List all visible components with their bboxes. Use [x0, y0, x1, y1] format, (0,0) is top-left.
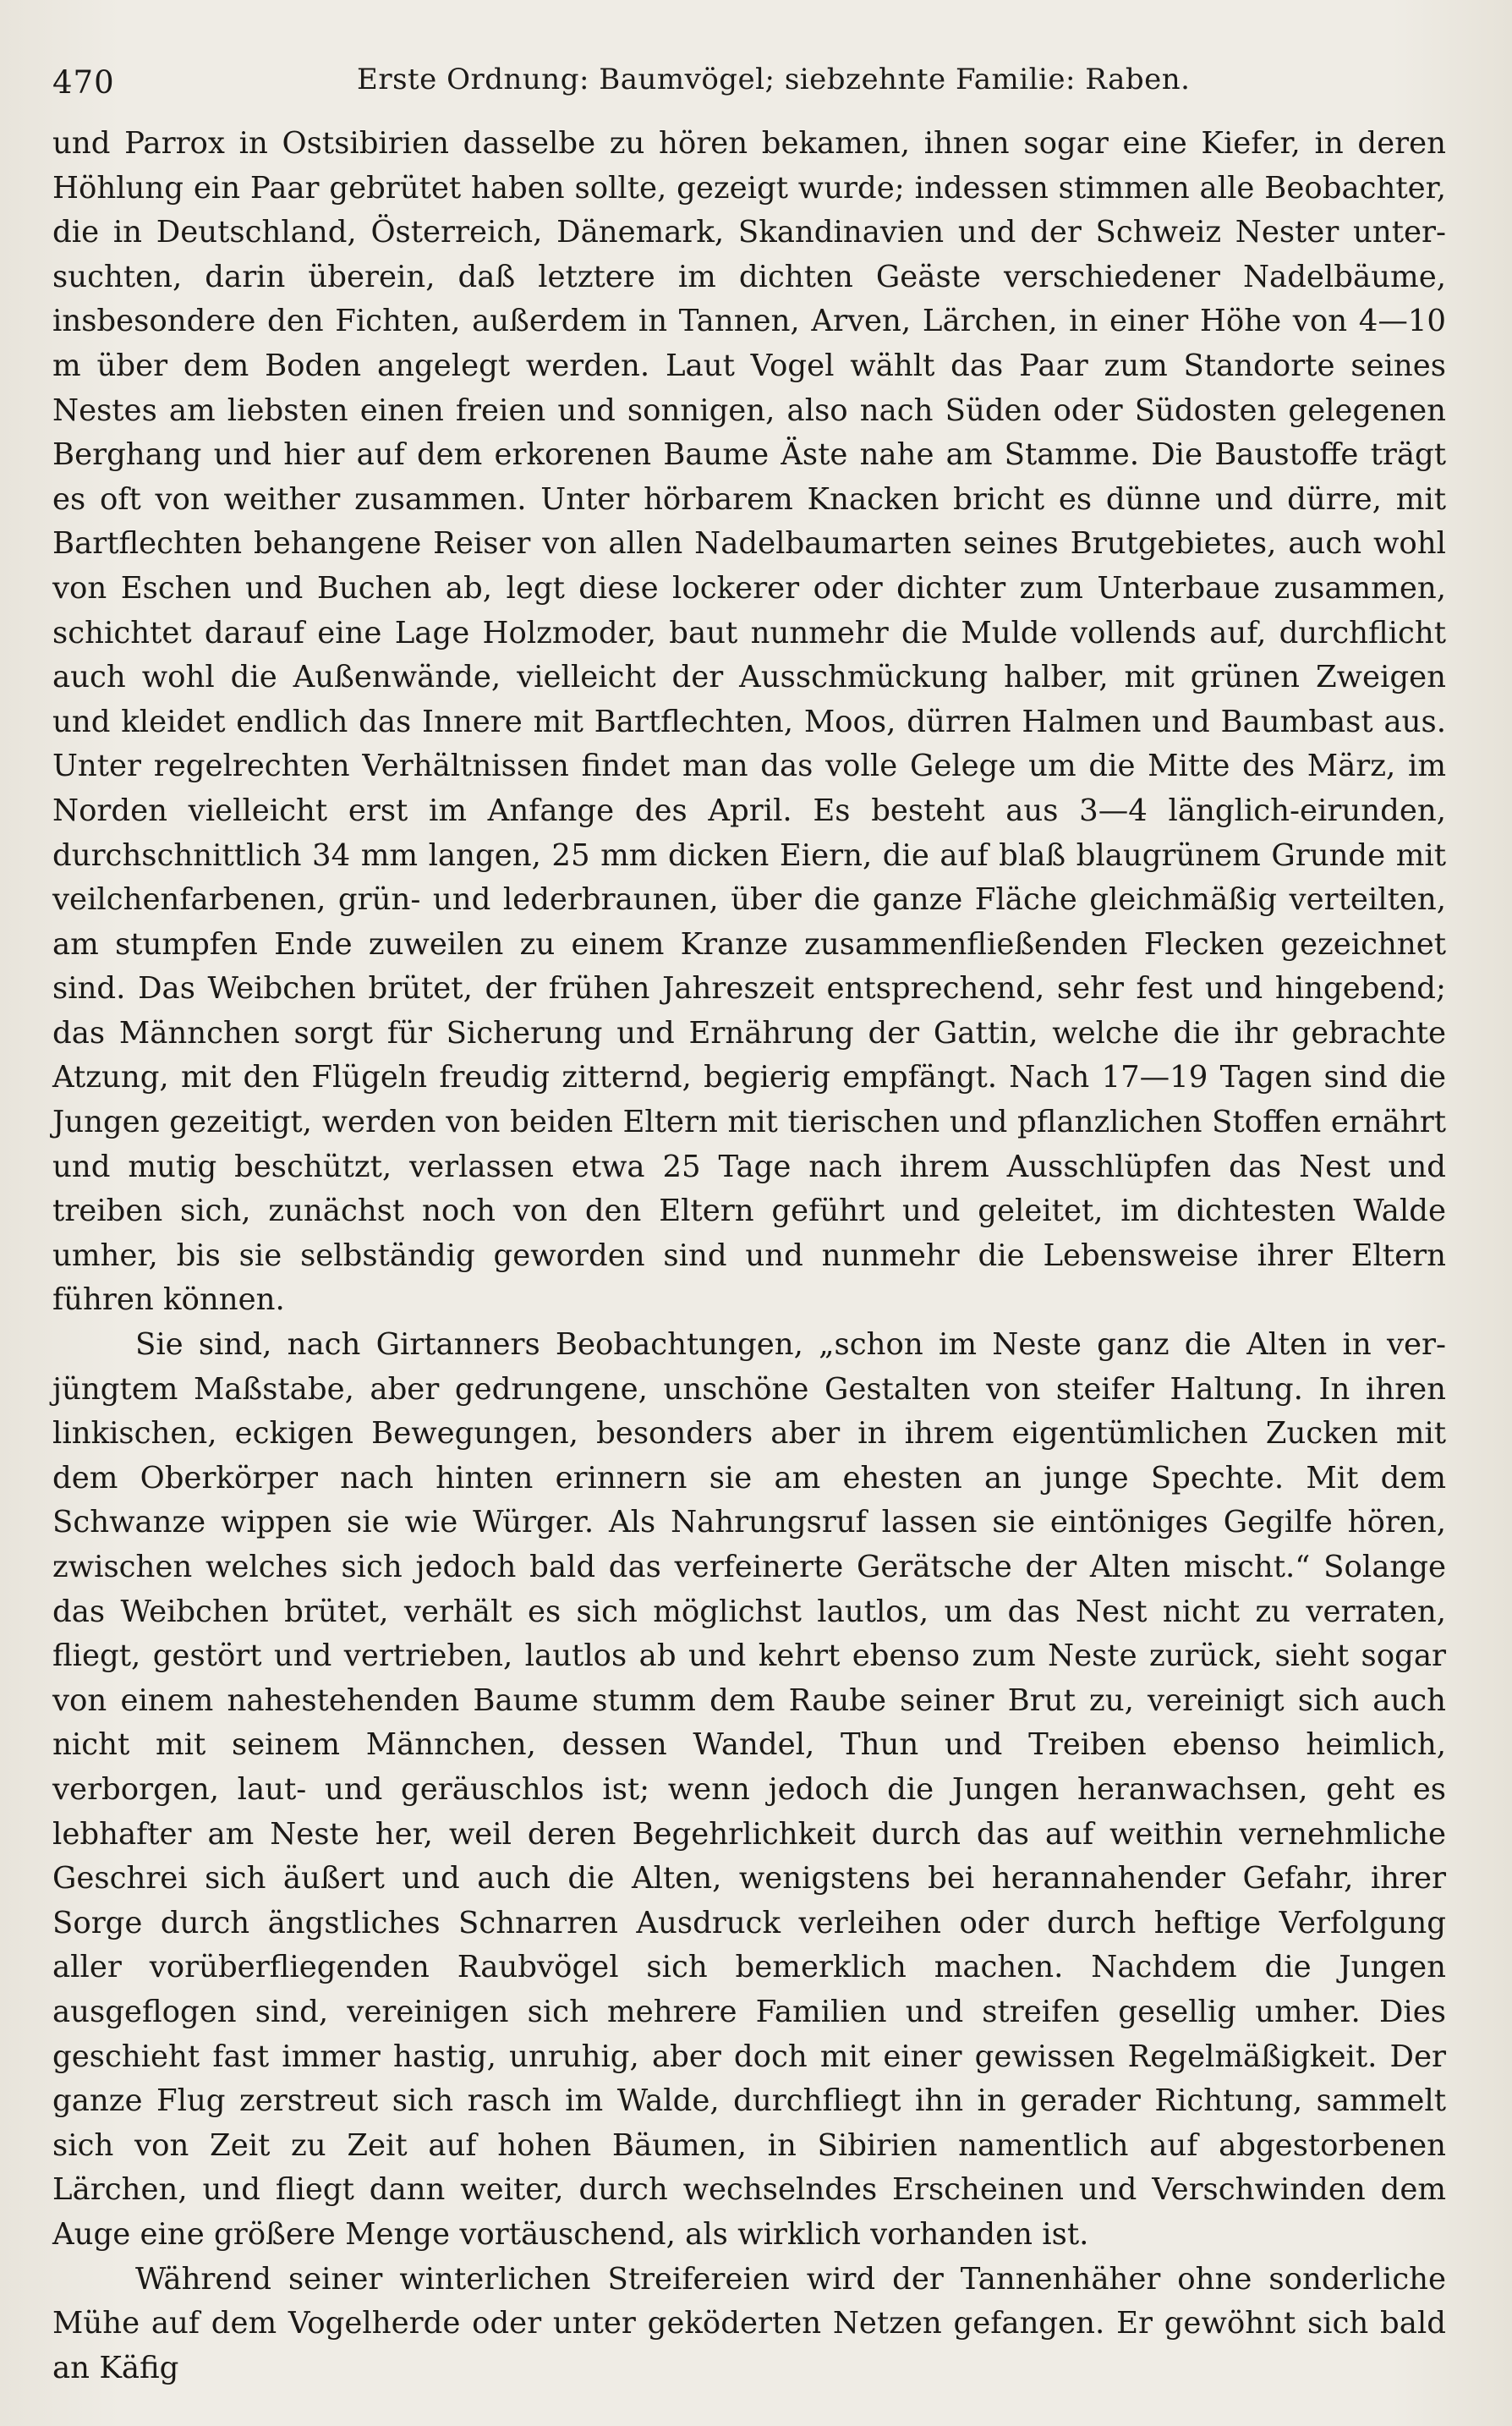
page-number: 470: [52, 64, 115, 101]
running-head: Erste Ordnung: Baumvögel; siebzehnte Familie: Raben.: [357, 63, 1191, 96]
page-header: [52, 56, 1448, 107]
paragraph-young-birds: Sie sind, nach Girtanners Beobachtungen, „schon im Neste ganz die Alten in verjüngtem Maßstabe, aber gedrungene, unschöne Gestalten von steifer Haltung. In ihren linkischen, eckigen Bewegungen, besonders aber in ihrem eigentümlichen Zucken mit dem Oberkörper nach hinten erinnern sie am ehesten an junge Spechte. Mit dem Schwanze wippen sie wie Würger. Als Nahrungsruf lassen sie eintöniges Gegilfe hören, zwischen welches sich jedoch bald das verfeinerte Gerätsche der Alten mischt.“ Solange das Weibchen brütet, verhält es sich möglichst lautlos, um das Nest nicht zu verraten, fliegt, gestört und vertrieben, lautlos ab und kehrt ebenso zum Neste zurück, sieht sogar von einem nahestehenden Baume stumm dem Raube seiner Brut zu, vereinigt sich auch nicht mit seinem Männchen, dessen Wandel, Thun und Treiben ebenso heimlich, verborgen, laut- und geräuschlos ist; wenn jedoch die Jungen heranwachsen, geht es lebhafter am Neste her, weil deren Begehrlichkeit durch das auf weithin vernehmliche Geschrei sich äußert und auch die Alten, wenigstens bei herannahender Gefahr, ihrer Sorge durch ängstliches Schnarren Ausdruck verleihen oder durch heftige Verfolgung aller vorüberfliegenden Raubvögel sich bemerklich machen. Nachdem die Jungen ausgeflogen sind, vereinigen sich mehrere Familien und streifen gesellig umher. Dies geschieht fast immer hastig, unruhig, aber doch mit einer gewissen Regelmäßigkeit. Der ganze Flug zerstreut sich rasch im Walde, durchfliegt ihn in gerader Richtung, sammelt sich von Zeit zu Zeit auf hohen Bäumen, in Sibirien namentlich auf abgestorbenen Lärchen, und fliegt dann weiter, durch wechselndes Erscheinen und Verschwinden dem Auge eine größere Menge vortäuschend, als wirklich vorhanden ist.: [52, 1327, 1446, 2252]
body-text: [52, 122, 1446, 2390]
paragraph-winter-capture: Während seiner winterlichen Streifereien wird der Tannenhäher ohne sonderliche Mühe auf dem Vogelherde oder unter geköderten Netzen gefangen. Er gewöhnt sich bald an Käfig: [52, 2261, 1446, 2385]
paragraph-nesting: und Parrox in Ostsibirien dasselbe zu hören bekamen, ihnen sogar eine Kiefer, in deren Höhlung ein Paar gebrütet haben sollte, gezeigt wurde; indessen stimmen alle Beobachter, die in Deutschland, Österreich, Dänemark, Skandinavien und der Schweiz Nester untersuchten, darin überein, daß letztere im dichten Geäste verschiedener Nadelbäume, insbesondere den Fichten, außerdem in Tannen, Arven, Lärchen, in einer Höhe von 4—10 m über dem Boden angelegt werden. Laut Vogel wählt das Paar zum Standorte seines Nestes am liebsten einen freien und sonnigen, also nach Süden oder Südosten gelegenen Berghang und hier auf dem erkorenen Baume Äste nahe am Stamme. Die Baustoffe trägt es oft von weither zusammen. Unter hörbarem Knacken bricht es dünne und dürre, mit Bartflechten behangene Reiser von allen Nadelbaumarten seines Brutgebietes, auch wohl von Eschen und Buchen ab, legt diese lockerer oder dichter zum Unterbaue zusammen, schichtet darauf eine Lage Holzmoder, baut nunmehr die Mulde vollends auf, durchflicht auch wohl die Außenwände, vielleicht der Ausschmückung halber, mit grünen Zweigen und kleidet endlich das Innere mit Bartflechten, Moos, dürren Halmen und Baumbast aus. Unter regelrechten Verhältnissen findet man das volle Gelege um die Mitte des März, im Norden vielleicht erst im Anfange des April. Es besteht aus 3—4 länglich-eirunden, durchschnittlich 34 mm langen, 25 mm dicken Eiern, die auf blaß blaugrünem Grunde mit veilchenfarbenen, grün- und lederbraunen, über die ganze Fläche gleichmäßig verteilten, am stumpfen Ende zuweilen zu einem Kranze zusammenfließenden Flecken gezeichnet sind. Das Weibchen brütet, der frühen Jahreszeit entsprechend, sehr fest und hingebend; das Männchen sorgt für Sicherung und Ernährung der Gattin, welche die ihr gebrachte Atzung, mit den Flügeln freudig zitternd, begierig empfängt. Nach 17—19 Tagen sind die Jungen gezeitigt, werden von beiden Eltern mit tierischen und pflanzlichen Stoffen ernährt und mutig beschützt, verlassen etwa 25 Tage nach ihrem Ausschlüpfen das Nest und treiben sich, zunächst noch von den Eltern geführt und geleitet, im dichtesten Walde umher, bis sie selbständig geworden sind und nunmehr die Lebensweise ihrer Eltern führen können.: [52, 126, 1446, 1318]
